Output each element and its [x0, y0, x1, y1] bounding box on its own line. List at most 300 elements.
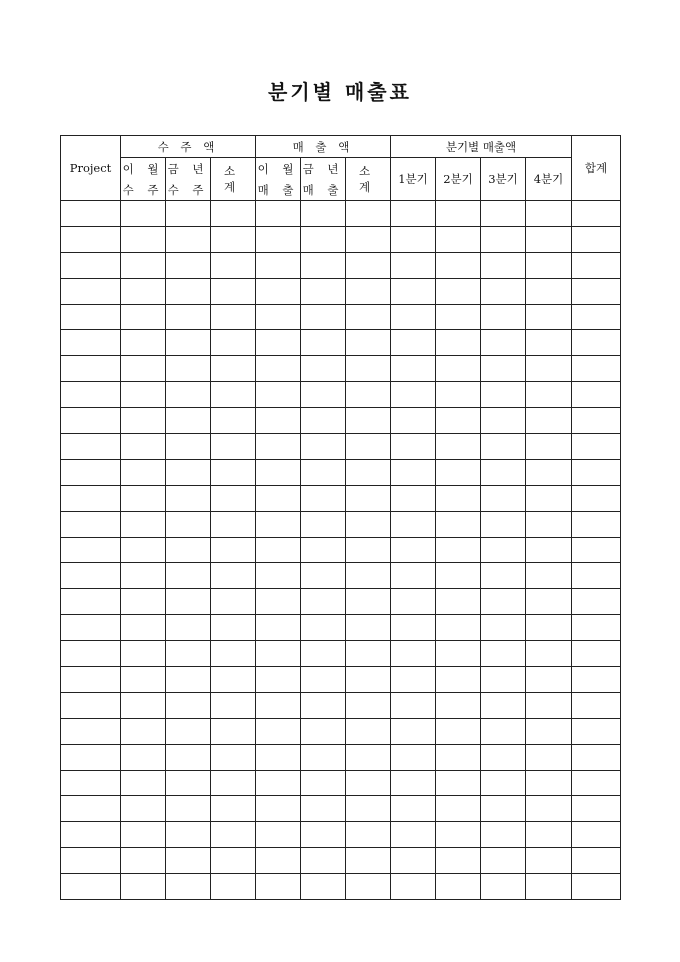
- table-cell[interactable]: [572, 770, 621, 796]
- table-cell[interactable]: [436, 744, 481, 770]
- table-cell[interactable]: [166, 278, 211, 304]
- table-cell[interactable]: [526, 615, 572, 641]
- table-cell[interactable]: [481, 770, 526, 796]
- table-cell[interactable]: [61, 382, 121, 408]
- table-cell[interactable]: [346, 589, 391, 615]
- table-cell[interactable]: [301, 589, 346, 615]
- table-cell[interactable]: [61, 796, 121, 822]
- table-cell[interactable]: [526, 822, 572, 848]
- table-cell[interactable]: [391, 744, 436, 770]
- table-cell[interactable]: [211, 226, 256, 252]
- table-cell[interactable]: [166, 770, 211, 796]
- table-cell[interactable]: [301, 252, 346, 278]
- table-cell[interactable]: [436, 304, 481, 330]
- table-cell[interactable]: [572, 485, 621, 511]
- table-cell[interactable]: [61, 459, 121, 485]
- table-cell[interactable]: [256, 226, 301, 252]
- table-cell[interactable]: [256, 356, 301, 382]
- table-cell[interactable]: [481, 330, 526, 356]
- table-cell[interactable]: [481, 744, 526, 770]
- table-cell[interactable]: [391, 718, 436, 744]
- table-cell[interactable]: [61, 537, 121, 563]
- table-cell[interactable]: [301, 382, 346, 408]
- table-cell[interactable]: [572, 330, 621, 356]
- table-cell[interactable]: [346, 356, 391, 382]
- table-cell[interactable]: [481, 226, 526, 252]
- table-cell[interactable]: [211, 201, 256, 227]
- table-cell[interactable]: [481, 459, 526, 485]
- table-cell[interactable]: [256, 589, 301, 615]
- table-cell[interactable]: [391, 822, 436, 848]
- table-cell[interactable]: [61, 356, 121, 382]
- table-cell[interactable]: [572, 796, 621, 822]
- table-cell[interactable]: [391, 330, 436, 356]
- table-cell[interactable]: [301, 744, 346, 770]
- table-cell[interactable]: [301, 796, 346, 822]
- table-cell[interactable]: [526, 641, 572, 667]
- table-cell[interactable]: [572, 201, 621, 227]
- table-cell[interactable]: [526, 718, 572, 744]
- table-cell[interactable]: [61, 744, 121, 770]
- table-cell[interactable]: [121, 796, 166, 822]
- table-cell[interactable]: [391, 201, 436, 227]
- table-cell[interactable]: [166, 589, 211, 615]
- table-cell[interactable]: [166, 201, 211, 227]
- table-cell[interactable]: [166, 667, 211, 693]
- table-cell[interactable]: [301, 537, 346, 563]
- table-cell[interactable]: [61, 615, 121, 641]
- table-cell[interactable]: [526, 563, 572, 589]
- table-cell[interactable]: [346, 304, 391, 330]
- table-cell[interactable]: [166, 744, 211, 770]
- table-cell[interactable]: [572, 434, 621, 460]
- table-cell[interactable]: [391, 356, 436, 382]
- table-cell[interactable]: [61, 201, 121, 227]
- table-cell[interactable]: [121, 356, 166, 382]
- table-cell[interactable]: [526, 330, 572, 356]
- table-cell[interactable]: [121, 822, 166, 848]
- table-cell[interactable]: [166, 874, 211, 900]
- table-cell[interactable]: [346, 459, 391, 485]
- table-cell[interactable]: [121, 692, 166, 718]
- table-cell[interactable]: [211, 589, 256, 615]
- table-cell[interactable]: [61, 874, 121, 900]
- table-cell[interactable]: [391, 770, 436, 796]
- table-cell[interactable]: [572, 252, 621, 278]
- table-cell[interactable]: [526, 537, 572, 563]
- table-cell[interactable]: [121, 408, 166, 434]
- table-cell[interactable]: [572, 641, 621, 667]
- table-cell[interactable]: [166, 692, 211, 718]
- table-cell[interactable]: [526, 796, 572, 822]
- table-cell[interactable]: [121, 459, 166, 485]
- table-cell[interactable]: [301, 408, 346, 434]
- table-cell[interactable]: [256, 330, 301, 356]
- table-cell[interactable]: [301, 459, 346, 485]
- table-cell[interactable]: [121, 667, 166, 693]
- table-cell[interactable]: [211, 744, 256, 770]
- table-cell[interactable]: [61, 563, 121, 589]
- table-cell[interactable]: [301, 874, 346, 900]
- table-cell[interactable]: [166, 408, 211, 434]
- table-cell[interactable]: [481, 382, 526, 408]
- table-cell[interactable]: [256, 201, 301, 227]
- table-cell[interactable]: [301, 563, 346, 589]
- table-cell[interactable]: [526, 252, 572, 278]
- table-cell[interactable]: [121, 589, 166, 615]
- table-cell[interactable]: [526, 382, 572, 408]
- table-cell[interactable]: [391, 434, 436, 460]
- table-cell[interactable]: [256, 770, 301, 796]
- table-cell[interactable]: [61, 485, 121, 511]
- table-cell[interactable]: [121, 511, 166, 537]
- table-cell[interactable]: [256, 252, 301, 278]
- table-cell[interactable]: [436, 226, 481, 252]
- table-cell[interactable]: [526, 226, 572, 252]
- table-cell[interactable]: [166, 330, 211, 356]
- table-cell[interactable]: [391, 874, 436, 900]
- table-cell[interactable]: [481, 511, 526, 537]
- table-cell[interactable]: [301, 330, 346, 356]
- table-cell[interactable]: [61, 304, 121, 330]
- table-cell[interactable]: [346, 822, 391, 848]
- table-cell[interactable]: [346, 615, 391, 641]
- table-cell[interactable]: [526, 434, 572, 460]
- table-cell[interactable]: [301, 822, 346, 848]
- table-cell[interactable]: [436, 589, 481, 615]
- table-cell[interactable]: [436, 667, 481, 693]
- table-cell[interactable]: [346, 770, 391, 796]
- table-cell[interactable]: [301, 615, 346, 641]
- table-cell[interactable]: [346, 667, 391, 693]
- table-cell[interactable]: [121, 304, 166, 330]
- table-cell[interactable]: [481, 589, 526, 615]
- table-cell[interactable]: [481, 848, 526, 874]
- table-cell[interactable]: [211, 563, 256, 589]
- table-cell[interactable]: [436, 434, 481, 460]
- table-cell[interactable]: [256, 278, 301, 304]
- table-cell[interactable]: [436, 278, 481, 304]
- table-cell[interactable]: [346, 718, 391, 744]
- table-cell[interactable]: [166, 304, 211, 330]
- table-cell[interactable]: [211, 330, 256, 356]
- table-cell[interactable]: [346, 201, 391, 227]
- table-cell[interactable]: [256, 459, 301, 485]
- table-cell[interactable]: [301, 718, 346, 744]
- table-cell[interactable]: [436, 459, 481, 485]
- table-cell[interactable]: [391, 382, 436, 408]
- table-cell[interactable]: [481, 278, 526, 304]
- table-cell[interactable]: [166, 252, 211, 278]
- table-cell[interactable]: [61, 330, 121, 356]
- table-cell[interactable]: [61, 589, 121, 615]
- table-cell[interactable]: [526, 304, 572, 330]
- table-cell[interactable]: [572, 744, 621, 770]
- table-cell[interactable]: [256, 667, 301, 693]
- table-cell[interactable]: [436, 641, 481, 667]
- table-cell[interactable]: [61, 822, 121, 848]
- table-cell[interactable]: [256, 485, 301, 511]
- table-cell[interactable]: [346, 796, 391, 822]
- table-cell[interactable]: [481, 874, 526, 900]
- table-cell[interactable]: [436, 615, 481, 641]
- table-cell[interactable]: [211, 304, 256, 330]
- table-cell[interactable]: [121, 201, 166, 227]
- table-cell[interactable]: [346, 874, 391, 900]
- table-cell[interactable]: [121, 615, 166, 641]
- table-cell[interactable]: [391, 408, 436, 434]
- table-cell[interactable]: [166, 459, 211, 485]
- table-cell[interactable]: [391, 304, 436, 330]
- table-cell[interactable]: [211, 615, 256, 641]
- table-cell[interactable]: [526, 589, 572, 615]
- table-cell[interactable]: [121, 537, 166, 563]
- table-cell[interactable]: [391, 563, 436, 589]
- table-cell[interactable]: [121, 330, 166, 356]
- table-cell[interactable]: [436, 692, 481, 718]
- table-cell[interactable]: [436, 796, 481, 822]
- table-cell[interactable]: [256, 692, 301, 718]
- table-cell[interactable]: [391, 848, 436, 874]
- table-cell[interactable]: [256, 641, 301, 667]
- table-cell[interactable]: [166, 796, 211, 822]
- table-cell[interactable]: [211, 874, 256, 900]
- table-cell[interactable]: [436, 408, 481, 434]
- table-cell[interactable]: [391, 537, 436, 563]
- table-cell[interactable]: [572, 304, 621, 330]
- table-cell[interactable]: [526, 874, 572, 900]
- table-cell[interactable]: [121, 278, 166, 304]
- table-cell[interactable]: [481, 822, 526, 848]
- table-cell[interactable]: [391, 589, 436, 615]
- table-cell[interactable]: [211, 511, 256, 537]
- table-cell[interactable]: [436, 563, 481, 589]
- table-cell[interactable]: [121, 848, 166, 874]
- table-cell[interactable]: [61, 667, 121, 693]
- table-cell[interactable]: [211, 485, 256, 511]
- table-cell[interactable]: [436, 330, 481, 356]
- table-cell[interactable]: [301, 485, 346, 511]
- table-cell[interactable]: [256, 511, 301, 537]
- table-cell[interactable]: [301, 692, 346, 718]
- table-cell[interactable]: [211, 692, 256, 718]
- table-cell[interactable]: [121, 718, 166, 744]
- table-cell[interactable]: [256, 537, 301, 563]
- table-cell[interactable]: [301, 848, 346, 874]
- table-cell[interactable]: [121, 485, 166, 511]
- table-cell[interactable]: [481, 667, 526, 693]
- table-cell[interactable]: [256, 304, 301, 330]
- table-cell[interactable]: [391, 226, 436, 252]
- table-cell[interactable]: [166, 615, 211, 641]
- table-cell[interactable]: [256, 615, 301, 641]
- table-cell[interactable]: [211, 537, 256, 563]
- table-cell[interactable]: [481, 408, 526, 434]
- table-cell[interactable]: [572, 537, 621, 563]
- table-cell[interactable]: [481, 796, 526, 822]
- table-cell[interactable]: [481, 201, 526, 227]
- table-cell[interactable]: [526, 485, 572, 511]
- table-cell[interactable]: [346, 330, 391, 356]
- table-cell[interactable]: [436, 822, 481, 848]
- table-cell[interactable]: [572, 874, 621, 900]
- table-cell[interactable]: [256, 848, 301, 874]
- table-cell[interactable]: [121, 744, 166, 770]
- table-cell[interactable]: [436, 201, 481, 227]
- table-cell[interactable]: [572, 589, 621, 615]
- table-cell[interactable]: [481, 356, 526, 382]
- table-cell[interactable]: [526, 278, 572, 304]
- table-cell[interactable]: [481, 641, 526, 667]
- table-cell[interactable]: [526, 459, 572, 485]
- table-cell[interactable]: [166, 382, 211, 408]
- table-cell[interactable]: [572, 822, 621, 848]
- table-cell[interactable]: [166, 537, 211, 563]
- table-cell[interactable]: [391, 641, 436, 667]
- table-cell[interactable]: [346, 848, 391, 874]
- table-cell[interactable]: [256, 744, 301, 770]
- table-cell[interactable]: [346, 537, 391, 563]
- table-cell[interactable]: [572, 278, 621, 304]
- table-cell[interactable]: [301, 356, 346, 382]
- table-cell[interactable]: [572, 226, 621, 252]
- table-cell[interactable]: [346, 563, 391, 589]
- table-cell[interactable]: [166, 356, 211, 382]
- table-cell[interactable]: [301, 304, 346, 330]
- table-cell[interactable]: [301, 278, 346, 304]
- table-cell[interactable]: [346, 692, 391, 718]
- table-cell[interactable]: [526, 692, 572, 718]
- table-cell[interactable]: [391, 278, 436, 304]
- table-cell[interactable]: [121, 252, 166, 278]
- table-cell[interactable]: [211, 382, 256, 408]
- table-cell[interactable]: [391, 459, 436, 485]
- table-cell[interactable]: [436, 848, 481, 874]
- table-cell[interactable]: [61, 770, 121, 796]
- table-cell[interactable]: [61, 408, 121, 434]
- table-cell[interactable]: [391, 667, 436, 693]
- table-cell[interactable]: [256, 718, 301, 744]
- table-cell[interactable]: [526, 356, 572, 382]
- table-cell[interactable]: [436, 770, 481, 796]
- table-cell[interactable]: [301, 667, 346, 693]
- table-cell[interactable]: [166, 822, 211, 848]
- table-cell[interactable]: [121, 382, 166, 408]
- table-cell[interactable]: [572, 408, 621, 434]
- table-cell[interactable]: [436, 511, 481, 537]
- table-cell[interactable]: [301, 226, 346, 252]
- table-cell[interactable]: [61, 252, 121, 278]
- table-cell[interactable]: [301, 201, 346, 227]
- table-cell[interactable]: [572, 692, 621, 718]
- table-cell[interactable]: [572, 718, 621, 744]
- table-cell[interactable]: [211, 822, 256, 848]
- table-cell[interactable]: [572, 511, 621, 537]
- table-cell[interactable]: [211, 408, 256, 434]
- table-cell[interactable]: [121, 770, 166, 796]
- table-cell[interactable]: [121, 226, 166, 252]
- table-cell[interactable]: [346, 408, 391, 434]
- table-cell[interactable]: [346, 434, 391, 460]
- table-cell[interactable]: [436, 382, 481, 408]
- table-cell[interactable]: [346, 744, 391, 770]
- table-cell[interactable]: [211, 667, 256, 693]
- table-cell[interactable]: [301, 770, 346, 796]
- table-cell[interactable]: [61, 692, 121, 718]
- table-cell[interactable]: [481, 434, 526, 460]
- table-cell[interactable]: [166, 718, 211, 744]
- table-cell[interactable]: [572, 615, 621, 641]
- table-cell[interactable]: [346, 252, 391, 278]
- table-cell[interactable]: [61, 226, 121, 252]
- table-cell[interactable]: [256, 408, 301, 434]
- table-cell[interactable]: [436, 356, 481, 382]
- table-cell[interactable]: [481, 304, 526, 330]
- table-cell[interactable]: [346, 641, 391, 667]
- table-cell[interactable]: [211, 434, 256, 460]
- table-cell[interactable]: [211, 770, 256, 796]
- table-cell[interactable]: [61, 278, 121, 304]
- table-cell[interactable]: [61, 434, 121, 460]
- table-cell[interactable]: [481, 692, 526, 718]
- table-cell[interactable]: [436, 537, 481, 563]
- table-cell[interactable]: [391, 615, 436, 641]
- table-cell[interactable]: [346, 382, 391, 408]
- table-cell[interactable]: [481, 563, 526, 589]
- table-cell[interactable]: [211, 641, 256, 667]
- table-cell[interactable]: [121, 641, 166, 667]
- table-cell[interactable]: [211, 356, 256, 382]
- table-cell[interactable]: [526, 408, 572, 434]
- table-cell[interactable]: [346, 511, 391, 537]
- table-cell[interactable]: [436, 252, 481, 278]
- table-cell[interactable]: [346, 485, 391, 511]
- table-cell[interactable]: [481, 485, 526, 511]
- table-cell[interactable]: [436, 874, 481, 900]
- table-cell[interactable]: [526, 667, 572, 693]
- table-cell[interactable]: [301, 434, 346, 460]
- table-cell[interactable]: [61, 511, 121, 537]
- table-cell[interactable]: [166, 641, 211, 667]
- table-cell[interactable]: [301, 511, 346, 537]
- table-cell[interactable]: [572, 667, 621, 693]
- table-cell[interactable]: [211, 252, 256, 278]
- table-cell[interactable]: [436, 485, 481, 511]
- table-cell[interactable]: [301, 641, 346, 667]
- table-cell[interactable]: [391, 692, 436, 718]
- table-cell[interactable]: [526, 511, 572, 537]
- table-cell[interactable]: [572, 356, 621, 382]
- table-cell[interactable]: [211, 278, 256, 304]
- table-cell[interactable]: [572, 848, 621, 874]
- table-cell[interactable]: [166, 434, 211, 460]
- table-cell[interactable]: [481, 718, 526, 744]
- table-cell[interactable]: [572, 382, 621, 408]
- table-cell[interactable]: [526, 201, 572, 227]
- table-cell[interactable]: [481, 252, 526, 278]
- table-cell[interactable]: [211, 796, 256, 822]
- table-cell[interactable]: [526, 848, 572, 874]
- table-cell[interactable]: [211, 718, 256, 744]
- table-cell[interactable]: [256, 822, 301, 848]
- table-cell[interactable]: [346, 278, 391, 304]
- table-cell[interactable]: [166, 226, 211, 252]
- table-cell[interactable]: [121, 874, 166, 900]
- table-cell[interactable]: [121, 434, 166, 460]
- table-cell[interactable]: [61, 848, 121, 874]
- table-cell[interactable]: [256, 563, 301, 589]
- table-cell[interactable]: [391, 511, 436, 537]
